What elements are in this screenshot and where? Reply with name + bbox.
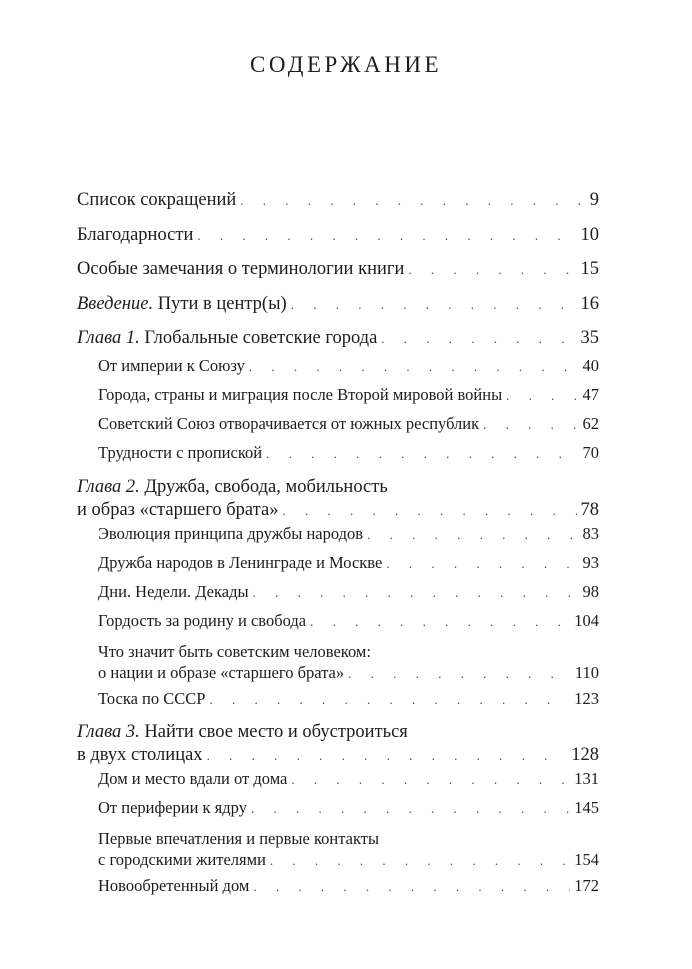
toc-entry-title: От империи к Союзу — [98, 356, 245, 375]
toc-entry-title: Благодарности — [77, 224, 194, 245]
toc-entry-title: Города, страны и миграция после Второй мировой войны — [98, 385, 503, 404]
toc-subentry[interactable] — [77, 689, 599, 715]
toc-page-number: 172 — [574, 876, 599, 895]
dot-leader — [291, 770, 570, 791]
dot-leader — [408, 258, 576, 281]
toc-entry-introduction[interactable] — [77, 293, 599, 328]
toc-entry-title: Эволюция принципа дружбы народов — [98, 524, 364, 543]
toc-entry-acknowledgements[interactable] — [77, 224, 599, 259]
toc-page-number: 83 — [582, 524, 599, 543]
toc-entry-title: Тоска по СССР — [98, 689, 206, 708]
dot-leader — [348, 664, 571, 685]
toc-page-number: 15 — [580, 259, 599, 279]
dot-leader — [367, 525, 578, 546]
toc-page-number: 123 — [574, 689, 599, 708]
dot-leader — [386, 554, 578, 575]
dot-leader — [282, 499, 576, 522]
dot-leader — [483, 415, 578, 436]
toc-entry-prefix: Глава 3. — [77, 722, 140, 742]
dot-leader — [253, 583, 579, 604]
table-of-contents — [77, 189, 599, 905]
toc-page-number: 40 — [582, 356, 599, 375]
dot-leader — [253, 877, 570, 898]
toc-entry-title: Новообретенный дом — [98, 876, 250, 895]
dot-leader — [506, 386, 578, 407]
toc-entry-title: Трудности с пропиской — [98, 443, 263, 462]
toc-subentry[interactable] — [77, 798, 599, 827]
toc-entry-title-line2: с городскими жителями — [98, 849, 266, 869]
toc-subentry[interactable] — [77, 524, 599, 553]
toc-page-number: 154 — [574, 849, 599, 869]
toc-page-number: 110 — [574, 662, 599, 682]
toc-page-number: 9 — [589, 190, 599, 210]
toc-page-number: 10 — [580, 224, 599, 245]
toc-entry-title-line1: Первые впечатления и первые контакты — [98, 829, 380, 848]
toc-entry-title-line1 — [77, 476, 599, 499]
toc-page-number: 128 — [571, 745, 599, 765]
toc-entry-title-text: Глобальные советские города — [139, 328, 378, 348]
dot-leader — [310, 612, 570, 633]
toc-subentry[interactable] — [77, 582, 599, 611]
toc-subentry[interactable] — [77, 769, 599, 798]
toc-entry-title: Особые замечания о терминологии книги — [77, 259, 405, 279]
toc-entry-title-text: Пути в центр(ы) — [153, 293, 287, 314]
toc-subentry[interactable] — [77, 356, 599, 385]
toc-page-number: 70 — [582, 443, 599, 462]
toc-entry-title: Дни. Недели. Декады — [98, 582, 249, 601]
toc-entry-title — [77, 327, 377, 350]
toc-entry-title-line1 — [77, 721, 599, 744]
toc-page-number: 98 — [582, 582, 599, 601]
toc-entry-title-line2: в двух столицах — [77, 745, 203, 765]
toc-entry-chapter-2[interactable] — [77, 470, 599, 524]
toc-page-number: 47 — [582, 385, 599, 404]
toc-subentry[interactable] — [77, 827, 599, 876]
toc-entry-chapter-3[interactable] — [77, 715, 599, 769]
dot-leader — [197, 224, 576, 247]
toc-subentry[interactable] — [77, 611, 599, 640]
toc-page-number: 78 — [580, 500, 599, 520]
dot-leader — [251, 799, 570, 820]
toc-entry-terminology[interactable] — [77, 258, 599, 293]
toc-page-number: 131 — [574, 769, 599, 788]
toc-subentry[interactable] — [77, 385, 599, 414]
toc-entry-title-text: Дружба, свобода, мобильность — [139, 477, 388, 497]
dot-leader — [207, 744, 568, 767]
toc-entry-prefix: Глава 2. — [77, 477, 140, 497]
toc-page-number: 145 — [574, 798, 599, 817]
toc-entry-prefix: Введение. — [77, 293, 154, 314]
toc-subentry[interactable] — [77, 640, 599, 689]
toc-entry-title-line2: и образ «старшего брата» — [77, 500, 279, 520]
toc-entry-title: Дом и место вдали от дома — [98, 769, 288, 788]
dot-leader — [266, 444, 578, 465]
toc-entry-chapter-1[interactable] — [77, 327, 599, 356]
toc-subentry[interactable] — [77, 414, 599, 443]
toc-entry-title-text: Найти свое место и обустроиться — [139, 722, 408, 742]
dot-leader — [270, 851, 570, 872]
toc-entry-title: От периферии к ядру — [98, 798, 247, 817]
dot-leader — [209, 690, 570, 711]
toc-entry-title-line2: о нации и образе «старшего брата» — [98, 662, 345, 682]
dot-leader — [240, 189, 585, 212]
toc-page-number: 93 — [582, 553, 599, 572]
toc-entry-title-line1: Что значит быть советским человеком: — [98, 642, 371, 661]
toc-page-number: 62 — [582, 414, 599, 433]
toc-subentry[interactable] — [77, 876, 599, 905]
toc-entry-title: Список сокращений — [77, 190, 237, 210]
toc-entry-title: Советский Союз отворачивается от южных республик — [98, 414, 480, 433]
toc-page-number: 104 — [574, 611, 599, 630]
dot-leader — [249, 357, 579, 378]
toc-subentry[interactable] — [77, 553, 599, 582]
toc-entry-abbreviations[interactable] — [77, 189, 599, 224]
page-title: СОДЕРЖАНИЕ — [249, 52, 442, 77]
toc-entry-title: Дружба народов в Ленинграде и Москве — [98, 553, 383, 572]
toc-page-number: 35 — [580, 328, 599, 348]
dot-leader — [381, 327, 576, 350]
toc-entry-prefix: Глава 1. — [77, 328, 140, 348]
dot-leader — [291, 293, 577, 316]
toc-entry-title: Гордость за родину и свобода — [98, 611, 307, 630]
toc-entry-title — [77, 293, 287, 316]
toc-page-number: 16 — [580, 293, 599, 314]
toc-subentry[interactable] — [77, 443, 599, 470]
